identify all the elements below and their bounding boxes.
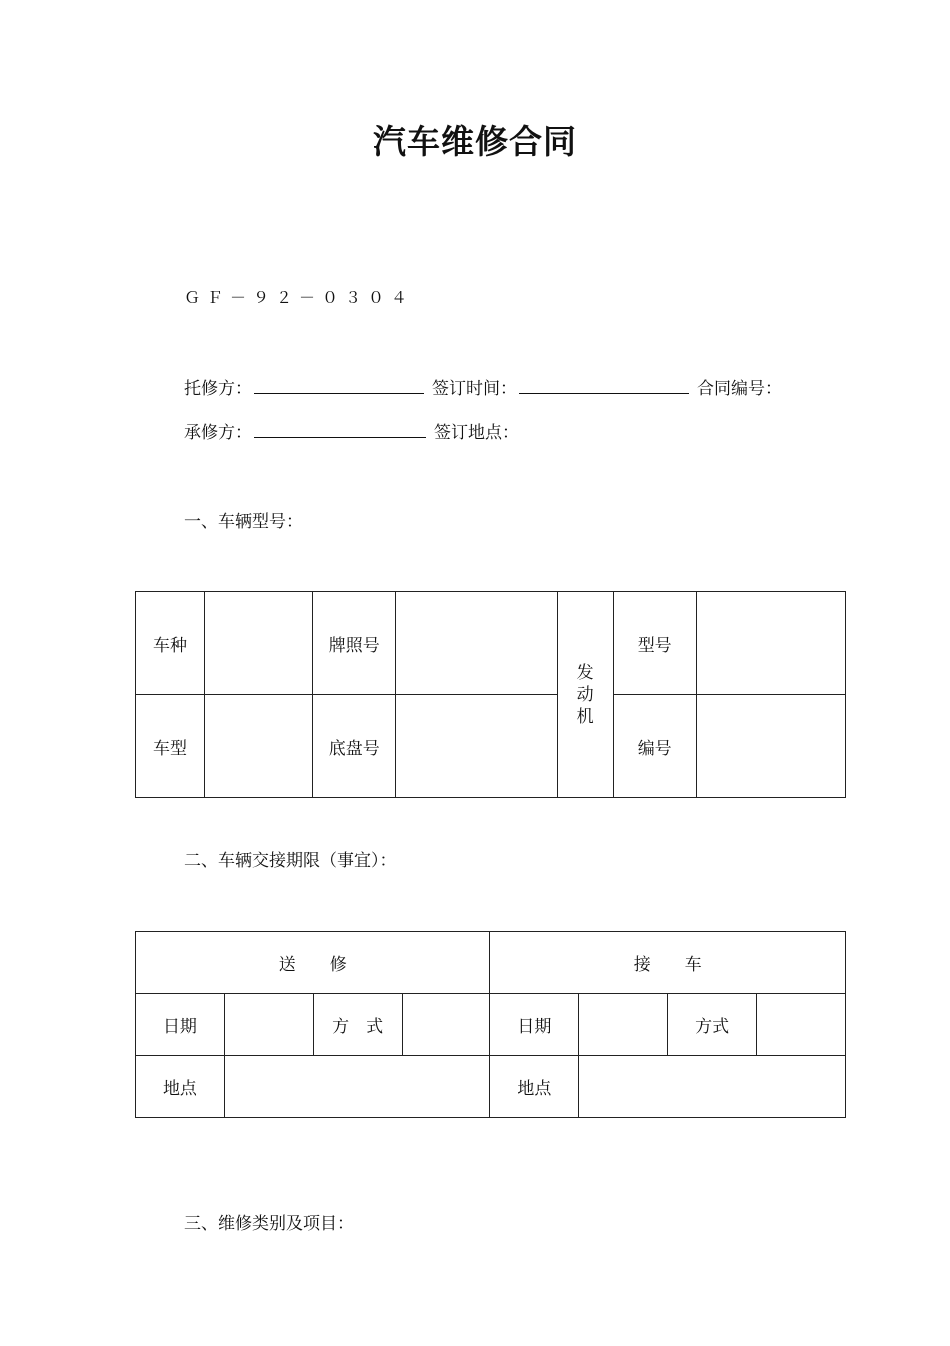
engine-model-cell[interactable]	[696, 592, 845, 695]
send-place-label: 地点	[136, 1056, 225, 1118]
send-place-cell[interactable]	[224, 1056, 490, 1118]
section-2-heading: 二、车辆交接期限（事宜）：	[184, 851, 397, 871]
plate-no-cell[interactable]	[396, 592, 557, 695]
sign-time-blank[interactable]	[519, 381, 689, 394]
chassis-no-cell[interactable]	[396, 695, 557, 798]
plate-no-label: 牌照号	[313, 592, 396, 695]
entrusting-party-blank[interactable]	[254, 381, 424, 394]
chassis-no-label: 底盘号	[313, 695, 396, 798]
pickup-date-label: 日期	[490, 994, 579, 1056]
contract-code: ＧＦ－９２－０３０４	[184, 288, 415, 307]
send-method-label: 方 式	[313, 994, 402, 1056]
engine-serial-label: 编号	[613, 695, 696, 798]
send-date-label: 日期	[136, 994, 225, 1056]
repairing-party-blank[interactable]	[254, 425, 426, 438]
parties-row-2	[184, 418, 519, 443]
sign-place-label: 签订地点：	[434, 423, 519, 443]
pickup-method-label: 方式	[668, 994, 757, 1056]
send-date-cell[interactable]	[224, 994, 313, 1056]
document-title: 汽车维修合同	[373, 122, 577, 161]
repairing-party-label: 承修方：	[184, 423, 252, 443]
send-method-cell[interactable]	[402, 994, 490, 1056]
engine-label: 发 动 机	[557, 592, 613, 798]
engine-serial-cell[interactable]	[696, 695, 845, 798]
pick-up-header: 接 车	[490, 932, 846, 994]
sign-time-label: 签订时间：	[432, 379, 517, 399]
handover-table	[135, 931, 846, 1118]
car-model-cell[interactable]	[205, 695, 313, 798]
vehicle-type-label: 车种	[136, 592, 205, 695]
section-1-heading: 一、车辆型号：	[184, 512, 303, 532]
parties-row-1	[184, 374, 782, 399]
pickup-place-cell[interactable]	[579, 1056, 846, 1118]
car-model-label: 车型	[136, 695, 205, 798]
entrusting-party-label: 托修方：	[184, 379, 252, 399]
pickup-date-cell[interactable]	[579, 994, 668, 1056]
section-3-heading: 三、维修类别及项目：	[184, 1214, 354, 1234]
vehicle-info-table	[135, 591, 846, 798]
pickup-method-cell[interactable]	[757, 994, 846, 1056]
vehicle-type-cell[interactable]	[205, 592, 313, 695]
contract-no-label: 合同编号：	[697, 379, 782, 399]
send-repair-header: 送 修	[136, 932, 490, 994]
pickup-place-label: 地点	[490, 1056, 579, 1118]
engine-model-label: 型号	[613, 592, 696, 695]
